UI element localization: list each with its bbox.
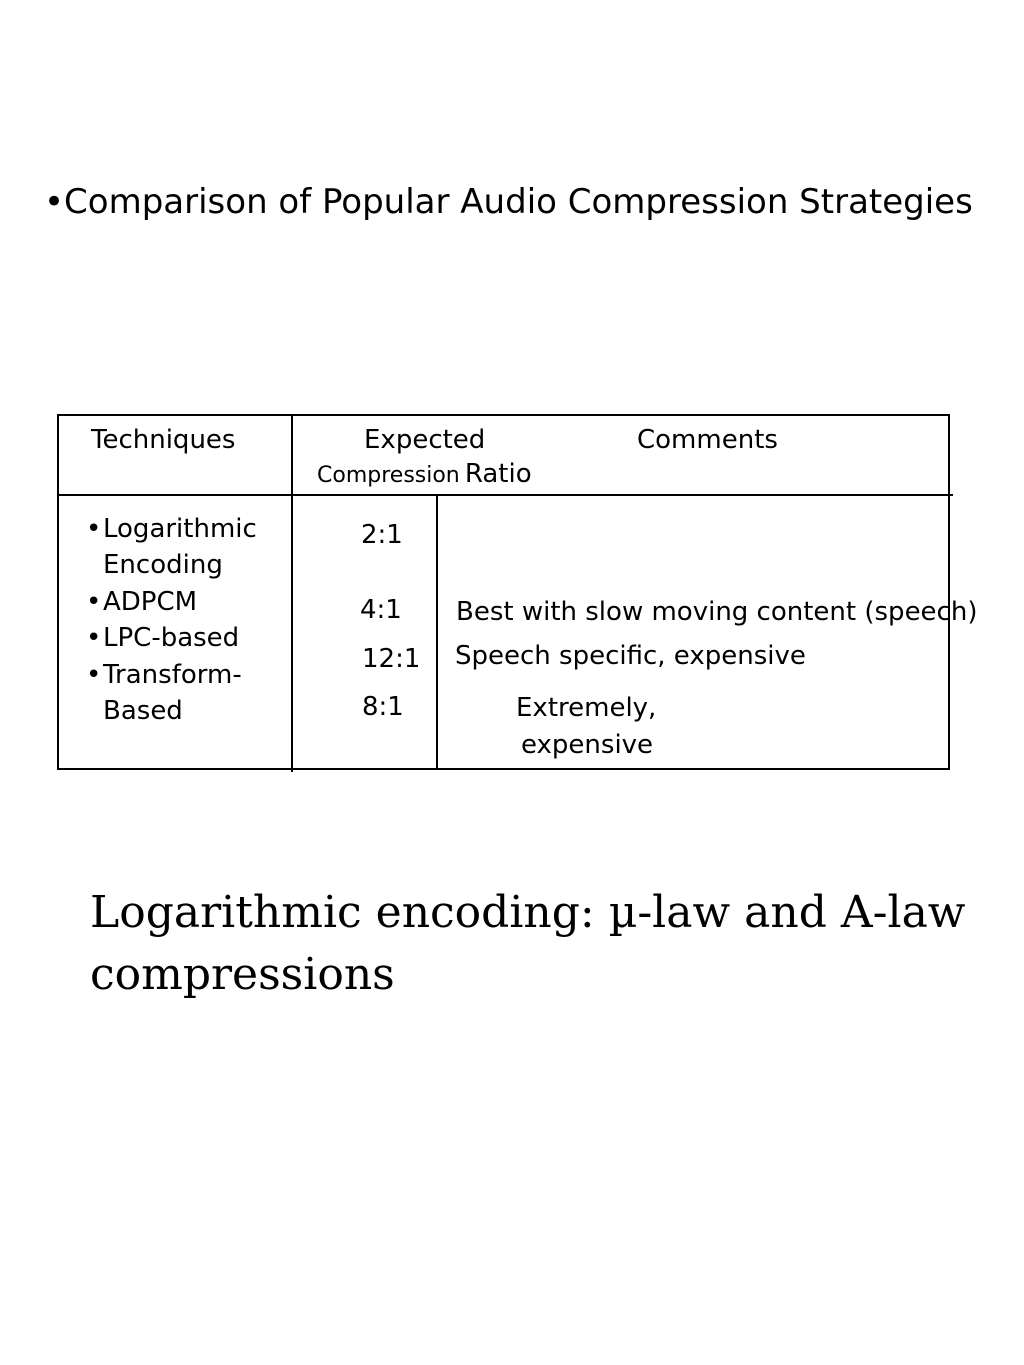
comment-adpcm: Best with slow moving content (speech) — [456, 597, 978, 627]
comment-lpc: Speech specific, expensive — [455, 641, 806, 671]
header-compression-word: Compression — [317, 463, 460, 488]
technique-logarithmic-line2: Encoding — [103, 550, 223, 580]
comment-transform-line1: Extremely, — [516, 693, 657, 723]
ratio-transform: 8:1 — [362, 692, 404, 722]
header-techniques: Techniques — [91, 425, 236, 455]
slide-heading: •Comparison of Popular Audio Compression Strategies — [44, 182, 973, 222]
header-comments: Comments — [637, 425, 778, 455]
table-column-separator-1 — [291, 414, 293, 772]
table-column-separator-2 — [436, 496, 438, 770]
technique-lpc: LPC-based — [103, 623, 240, 653]
section-subtitle: Logarithmic encoding: µ-law and A-law compressions — [90, 887, 966, 1000]
technique-bullet-4: • — [86, 660, 102, 690]
ratio-logarithmic: 2:1 — [361, 520, 403, 550]
table-top-border — [57, 414, 949, 416]
technique-bullet-3: • — [86, 623, 102, 653]
table-left-border — [57, 414, 59, 770]
header-ratio-word: Ratio — [464, 459, 532, 489]
ratio-adpcm: 4:1 — [360, 595, 402, 625]
comment-transform-line2: expensive — [521, 730, 654, 760]
technique-adpcm: ADPCM — [103, 587, 198, 617]
technique-logarithmic-line1: Logarithmic — [103, 514, 257, 544]
ratio-lpc: 12:1 — [362, 644, 421, 674]
table-header-separator — [57, 494, 953, 496]
technique-bullet-2: • — [86, 587, 102, 617]
table-bottom-border — [57, 768, 949, 770]
header-compression-ratio — [317, 456, 532, 492]
technique-bullet-1: • — [86, 514, 102, 544]
technique-transform-line1: Transform- — [103, 660, 242, 690]
header-expected: Expected — [364, 425, 486, 455]
table-right-border — [948, 414, 950, 770]
technique-transform-line2: Based — [103, 696, 183, 726]
